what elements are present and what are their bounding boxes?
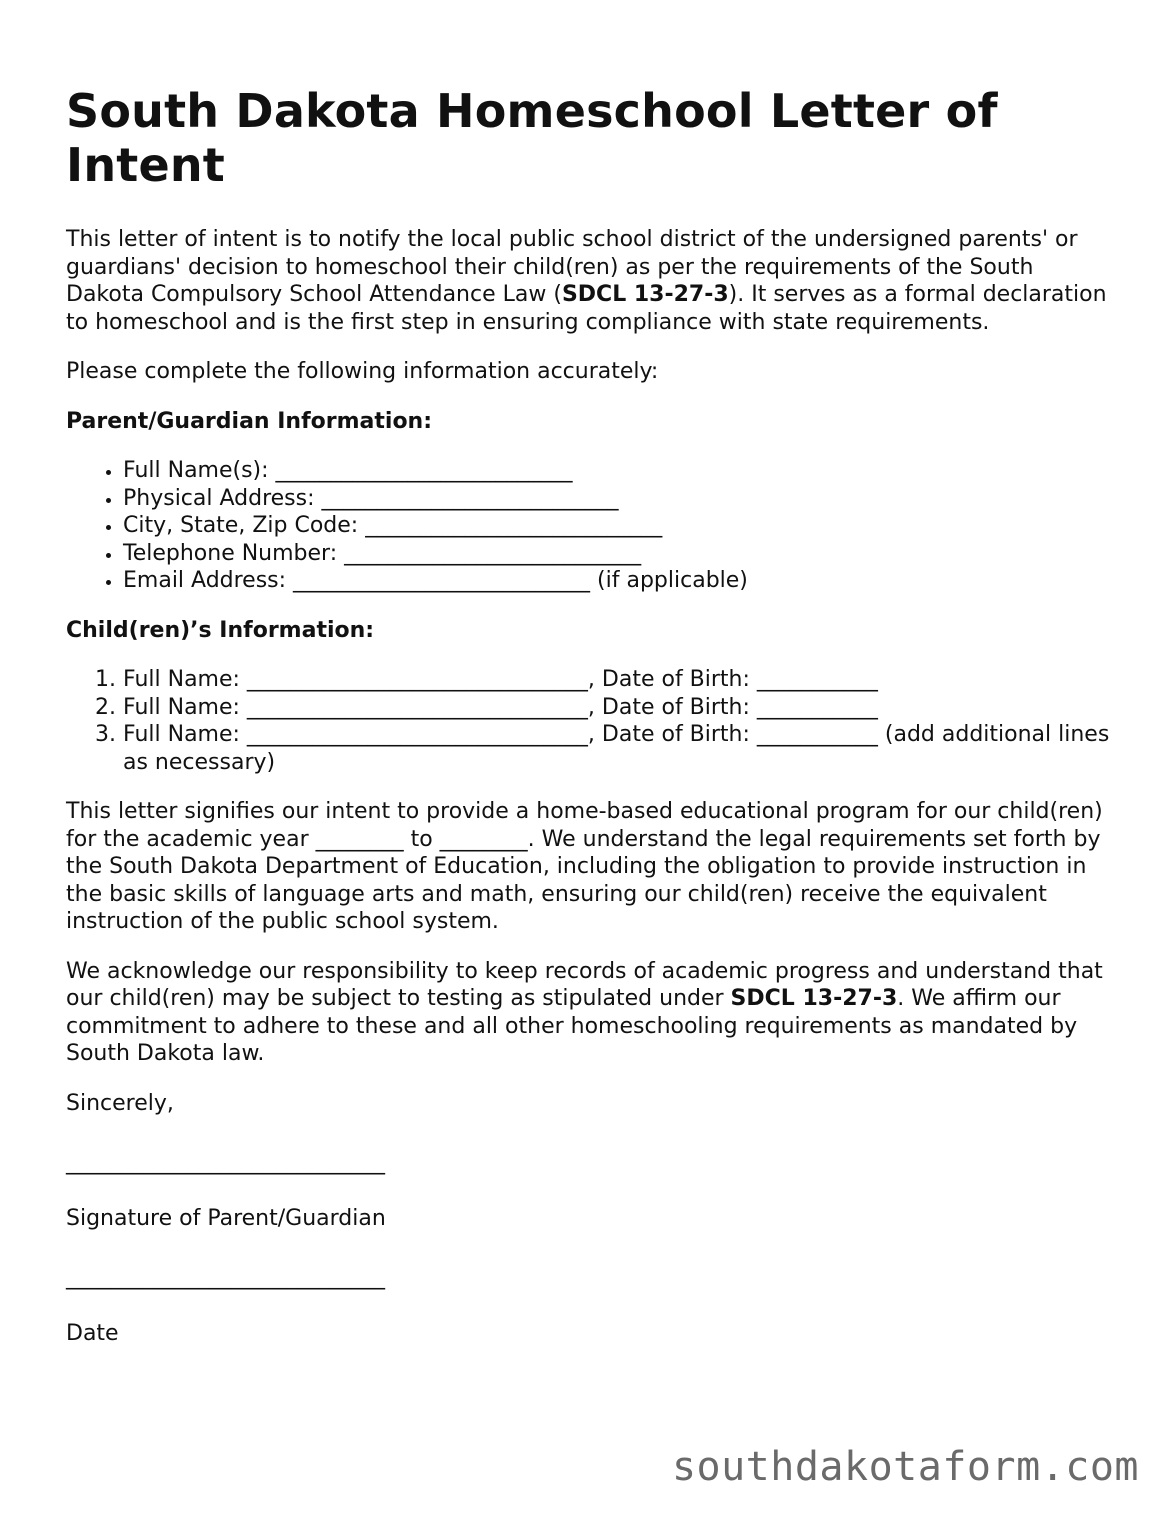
child-row[interactable]: 1. Full Name: _______________________________, Date of Birth: ___________ [123, 666, 1116, 694]
children-fields-list [66, 666, 1116, 776]
parent-full-name-field[interactable]: • Full Name(s): ___________________________ [123, 457, 1116, 485]
acknowledge-text-1: We acknowledge our responsibility to keep records of academic progress and understand that our child(ren) may be subject to testing as stipulated under [66, 958, 1103, 1011]
closing-text: Sincerely, [66, 1090, 174, 1116]
child-row[interactable]: 2. Full Name: _______________________________, Date of Birth: ___________ [123, 694, 1116, 722]
signature-label: Signature of Parent/Guardian [66, 1205, 386, 1231]
law-reference: SDCL 13-27-3 [730, 986, 898, 1011]
instruction-text: Please complete the following information accurately: [66, 359, 659, 384]
parent-fields-list [66, 457, 1116, 595]
parent-city-state-zip-field[interactable]: • City, State, Zip Code: ___________________________ [123, 512, 1116, 540]
law-reference: SDCL 13-27-3 [561, 282, 729, 307]
intro-text-2: ). It serves as a formal declaration to homeschool and is the first step in ensuring compliance with state requirements. [66, 282, 1107, 335]
parent-telephone-field[interactable]: • Telephone Number: ___________________________ [123, 540, 1116, 568]
acknowledge-text-2: . We affirm our commitment to adhere to these and all other homeschooling requirements as mandated by South Dakota law. [66, 986, 1078, 1066]
acknowledge-paragraph [66, 958, 1116, 1068]
site-watermark: southdakotaform.com [671, 1444, 1139, 1490]
children-section-heading: Child(ren)’s Information: [66, 617, 375, 643]
parent-address-field[interactable]: • Physical Address: ___________________________ [123, 485, 1116, 513]
document-page [66, 84, 1116, 1347]
parent-section-heading: Parent/Guardian Information: [66, 408, 433, 434]
signature-line[interactable]: _____________________________ [66, 1150, 385, 1175]
date-line[interactable]: _____________________________ [66, 1265, 385, 1290]
date-label: Date [66, 1320, 119, 1346]
intro-paragraph [66, 226, 1116, 336]
page-title: South Dakota Homeschool Letter of Intent [66, 84, 998, 192]
parent-email-field[interactable]: • Email Address: ___________________________ (if applicable) [123, 567, 1116, 595]
intent-paragraph: This letter signifies our intent to provide a home-based educational program for our child(ren) for the academic year ________ to ________. We understand the legal requirements set forth by the South Dakota Department of Education, including the obligation to provide instruction in the basic skills of language arts and math, ensuring our child(ren) receive the equivalent instruction of the public school system. [66, 799, 1103, 934]
intro-text-1: This letter of intent is to notify the local public school district of the undersigned parents' or guardians' decision to homeschool their child(ren) as per the requirements of the South Dakota Compulsory School Attendance Law ( [66, 227, 1078, 307]
child-row[interactable]: 3. Full Name: _______________________________, Date of Birth: ___________ (add additional lines as necessary) [123, 721, 1116, 776]
